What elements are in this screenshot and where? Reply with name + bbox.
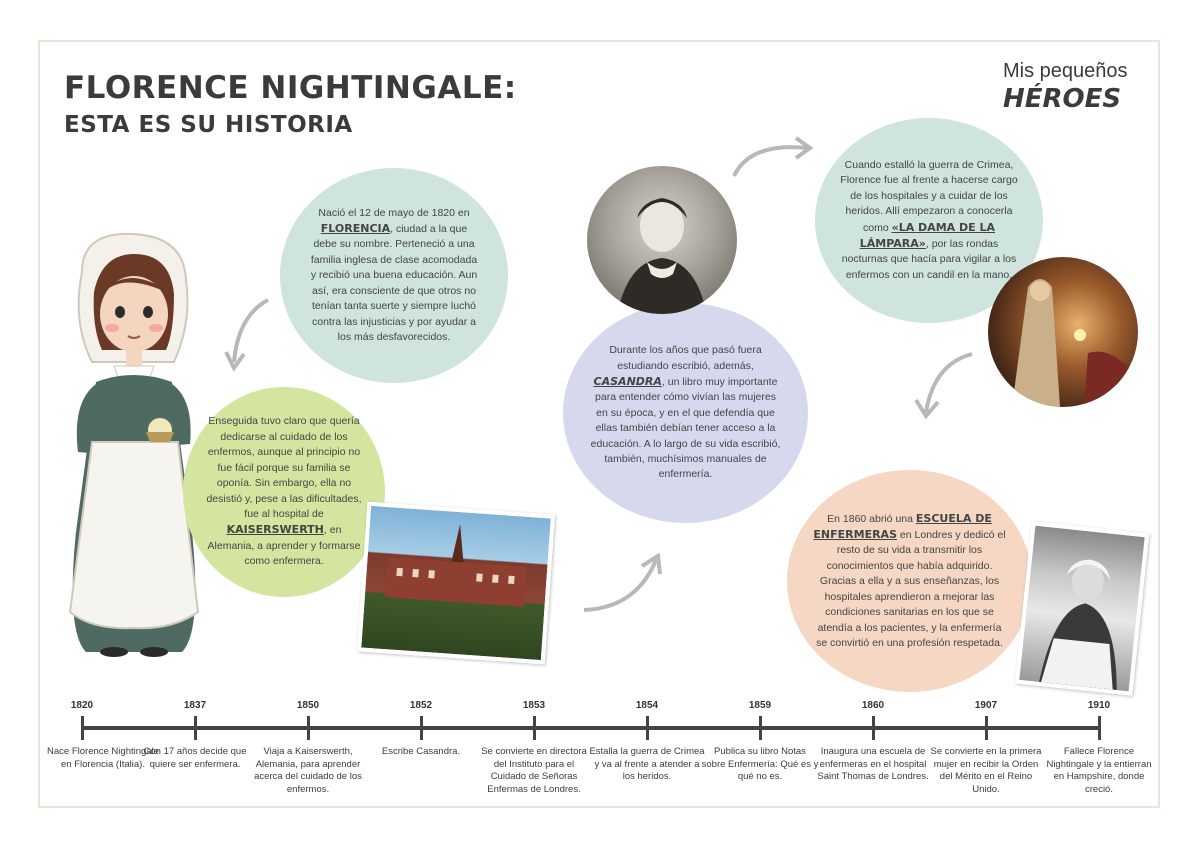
arrow-up-right-top [730, 132, 816, 180]
timeline-tick [759, 716, 762, 740]
timeline-event: Se convierte en la primera mujer en recibir la Orden del Mérito en el Reino Unido. [930, 746, 1042, 795]
page-title: FLORENCE NIGHTINGALE: [64, 70, 517, 106]
timeline-year: 1860 [861, 700, 885, 711]
timeline-tick [194, 716, 197, 740]
arrow-down-left [224, 296, 274, 376]
brand-logo-top: Mis pequeños [1003, 60, 1128, 82]
timeline-year: 1837 [183, 700, 207, 711]
page-subtitle: ESTA ES SU HISTORIA [64, 112, 353, 138]
bubble-vocation-text: Enseguida tuvo claro que quería dedicarse al cuidado de los enfermos, aunque al principio no fue fácil porque su familia se oponía. Sin embargo, ella no desistió y, pese a las dificultades, fue al hospital de [206, 415, 362, 520]
timeline-year: 1852 [409, 700, 433, 711]
timeline-year: 1907 [974, 700, 998, 711]
timeline-tick [420, 716, 423, 740]
bubble-birth-text-end: , ciudad a la que debe su nombre. Perteneció a una familia inglesa de clase acomodada y recibió una buena educación. Aun así, era consciente de que otros no tenían tanta suerte y siempre luchó contra las injusticias y por ayudar a los más desfavorecidos. [310, 223, 478, 343]
timeline-year: 1859 [748, 700, 772, 711]
highlight-kaiserswerth: KAISERSWERTH [226, 523, 324, 537]
timeline-event: Fallece Florence Nightingale y la entierran en Hampshire, donde creció. [1046, 746, 1152, 795]
bubble-vocation [183, 387, 385, 597]
timeline-event: Se convierte en directora del Instituto para el Cuidado de Señoras Enfermas de Londres. [481, 746, 587, 795]
timeline-event: Nace Florence Nightingale en Florencia (Italia). [47, 746, 159, 770]
timeline-tick [81, 716, 84, 740]
bubble-birth [280, 168, 508, 383]
bubble-casandra-text: Durante los años que pasó fuera estudiando escribió, además, [609, 344, 762, 372]
timeline-event: Inaugura una escuela de enfermeras en el hospital Saint Thomas de Londres. [817, 746, 929, 782]
arrow-up-right-bottom [580, 552, 665, 614]
timeline-tick [1098, 716, 1101, 740]
highlight-casandra: CASANDRA [593, 374, 662, 388]
timeline-event: Estalla la guerra de Crimea y va al frente a atender a los heridos. [589, 746, 705, 782]
timeline-event: Escribe Casandra. [381, 746, 461, 757]
timeline-axis [82, 726, 1100, 730]
highlight-florencia: FLORENCIA [320, 222, 391, 236]
timeline-tick [985, 716, 988, 740]
highlight-dama-lampara: «LA DAMA DE LA LÁMPARA» [859, 220, 995, 250]
timeline-tick [533, 716, 536, 740]
timeline-year: 1910 [1087, 700, 1111, 711]
timeline-year: 1853 [522, 700, 546, 711]
timeline-year: 1854 [635, 700, 659, 711]
timeline-tick [872, 716, 875, 740]
bubble-school-text-end: en Londres y dedicó el resto de su vida a transmitir los conocimientos que había adquirido. Gracias a ella y a sus enseñanzas, los hospitales aprendieron a mejorar las condiciones sanitarias en los que se atendía a los pacientes, y la enfermería se convirtió en una profesión respetada. [816, 529, 1006, 649]
bubble-school-text: En 1860 abrió una [827, 512, 916, 525]
lady-with-lamp-painting [988, 257, 1138, 407]
brand-logo-bottom: HÉROES [1003, 84, 1122, 114]
bubble-school [787, 470, 1032, 692]
timeline-tick [646, 716, 649, 740]
bubble-casandra [563, 303, 808, 523]
timeline-event: Viaja a Kaiserswerth, Alemania, para aprender acerca del cuidado de los enfermos. [254, 746, 362, 795]
timeline-event: Con 17 años decide que quiere ser enfermera. [143, 746, 247, 770]
highlight-escuela: ESCUELA DE ENFERMERAS [813, 511, 992, 542]
timeline-tick [307, 716, 310, 740]
timeline-event: Publica su libro Notas sobre Enfermería: Qué es y qué no es. [701, 746, 819, 782]
bubble-birth-text: Nació el 12 de mayo de 1820 en [318, 206, 470, 219]
elderly-florence-photo [1015, 521, 1149, 695]
timeline-year: 1820 [70, 700, 94, 711]
bubble-crimea-text: Cuando estalló la guerra de Crimea, Florence fue al frente a hacerse cargo de los hospitales y a cuidar de los heridos. Allí empezaron a conocerla como [840, 158, 1018, 234]
portrait-photo [587, 166, 737, 314]
timeline-year: 1850 [296, 700, 320, 711]
bubble-casandra-text-end: , un libro muy importante para entender cómo vivían las mujeres en su época, y en el que defendía que ellas también debían tener acceso a la educación. A lo largo de su vida escribió, también, muchísimos manuales de enfermería. [590, 375, 781, 481]
arrow-down-left-right [914, 350, 976, 420]
bubble-crimea-text-end: , por las rondas nocturnas que hacía para vigilar a los enfermos con un candil en la mano. [841, 237, 1017, 281]
bubble-vocation-text-end: , en Alemania, a aprender y formarse como enfermera. [207, 524, 361, 568]
kaiserswerth-hospital-photo [357, 502, 555, 665]
